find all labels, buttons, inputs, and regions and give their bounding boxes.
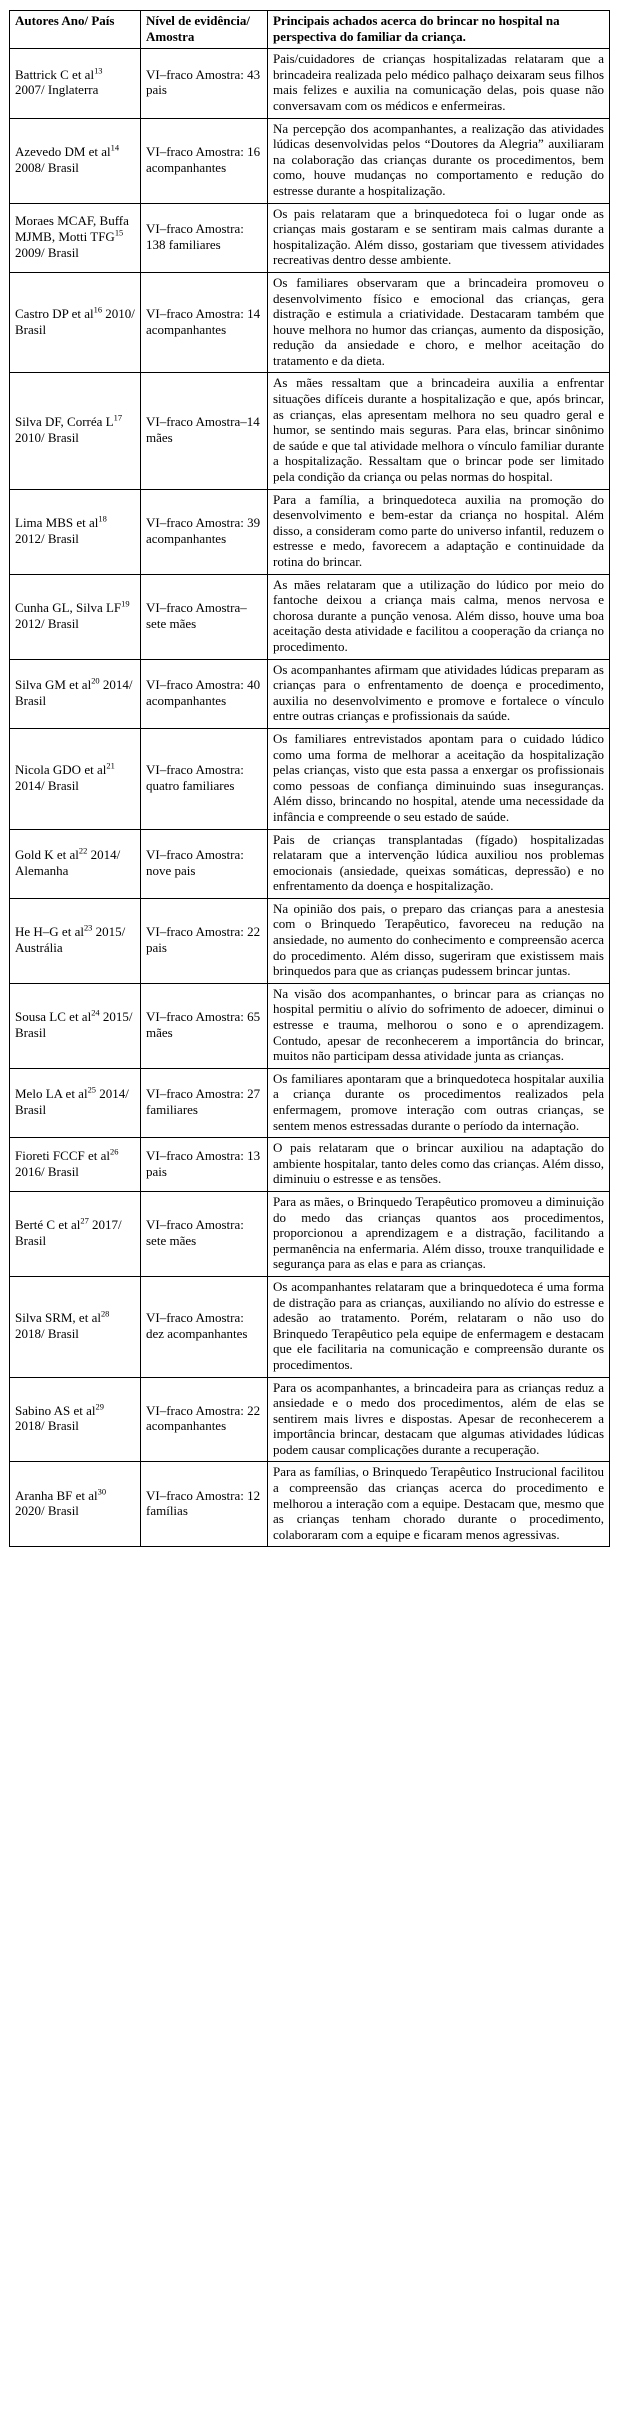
author-names: Nicola GDO et al (15, 762, 107, 778)
author-year-country: 2015/ Austrália (15, 924, 126, 955)
authors-cell (10, 1377, 141, 1462)
authors-cell (10, 1138, 141, 1192)
reference-number: 18 (98, 513, 107, 524)
findings-cell: Os acompanhantes relataram que a brinquedoteca é uma forma de distração para as crianças, auxiliando no alívio do estresse e adesão ao tratamento. Porém, relataram o não uso do Brinquedo Terapêutico pela equipe de enfermagem e destacam que ele facilitaria na comunicação e compreensão durante os procedimentos. (268, 1276, 610, 1377)
findings-cell: Para a família, a brinquedoteca auxilia na promoção do desenvolvimento e bem-estar da criança no hospital. Além disso, a consideram como parte do universo infantil, reduzem o estresse e medo, favorecem a adaptação e continuidade da rotina do brincar. (268, 489, 610, 574)
table-row (10, 728, 610, 829)
table-row (10, 118, 610, 203)
reference-number: 30 (97, 1486, 107, 1497)
authors-cell (10, 489, 141, 574)
author-year-country: 2014/ Brasil (15, 677, 133, 708)
author-names: Castro DP et al (15, 306, 94, 322)
evidence-cell: VI–fraco Amostra: dez acompanhantes (141, 1276, 268, 1377)
evidence-cell: VI–fraco Amostra: quatro familiares (141, 728, 268, 829)
reference-number: 25 (87, 1085, 97, 1096)
author-names: Berté C et al (15, 1217, 81, 1233)
findings-cell: Pais/cuidadores de crianças hospitalizadas relataram que a brincadeira realizada pelo médico palhaço deixaram seus filhos mais felizes e auxilia na comunicação delas, pois quase não conversavam com os médicos e enfermeiras. (268, 49, 610, 118)
author-year-country: 2018/ Brasil (15, 1418, 79, 1434)
author-year-country: 2020/ Brasil (15, 1503, 79, 1519)
table-row (10, 574, 610, 659)
table-row (10, 1138, 610, 1192)
table-row (10, 898, 610, 983)
reference-number: 23 (83, 922, 93, 933)
authors-cell (10, 898, 141, 983)
table-row (10, 829, 610, 898)
author-year-country: 2009/ Brasil (15, 244, 79, 260)
evidence-cell: VI–fraco Amostra: sete mães (141, 1191, 268, 1276)
findings-cell: Para as mães, o Brinquedo Terapêutico promoveu a diminuição do medo das crianças quantos aos procedimentos, proporcionou a aprendizagem e a distração, facilitando a permanência na enfermaria. Além disso, trouxe tranquilidade e segurança para as elas e para as crianças. (268, 1191, 610, 1276)
reference-number: 28 (100, 1308, 110, 1319)
authors-cell (10, 1276, 141, 1377)
author-names: Silva SRM, et al (15, 1310, 101, 1326)
author-year-country: 2010/ Brasil (15, 306, 135, 337)
findings-cell: Os pais relataram que a brinquedoteca foi o lugar onde as crianças mais gostaram e se sentiram mais calmas durante a hospitalização. Além disso, gostariam que tivessem atividades recreativas dentro desse ambiente. (268, 203, 610, 272)
authors-cell (10, 983, 141, 1068)
reference-number: 29 (95, 1401, 104, 1412)
authors-cell (10, 1462, 141, 1547)
findings-cell: Na visão dos acompanhantes, o brincar para as crianças no hospital permitiu o alívio do sofrimento de adoecer, diminui o estresse e trauma, melhorou o sono e o aprendizagem. Contudo, apesar de reconhecerem a importância do brincar, muitos não participam dessa atividade junta as crianças. (268, 983, 610, 1068)
findings-cell: As mães ressaltam que a brincadeira auxilia a enfrentar situações difíceis durante a hospitalização e que, após brincar, as crianças, elas apresentam melhora no seu quadro geral e humor, se sentindo mais seguras. Para elas, brincar sinônimo de saúde e que tal atividade melhora o vínculo familiar durante a hospitalização. Ressaltam que o brincar pode ser limitado pela condição da criança ou pelas normas do hospital. (268, 373, 610, 489)
findings-cell: O pais relataram que o brincar auxiliou na adaptação do ambiente hospitalar, tanto deles como das crianças. Além disso, diminuiu o estresse e as tensões. (268, 1138, 610, 1192)
table-row (10, 489, 610, 574)
table-row (10, 1191, 610, 1276)
evidence-cell: VI–fraco Amostra: 12 famílias (141, 1462, 268, 1547)
author-year-country: 2014/ Brasil (15, 1086, 129, 1117)
authors-cell (10, 1068, 141, 1137)
evidence-cell: VI–fraco Amostra: 40 acompanhantes (141, 659, 268, 728)
evidence-cell: VI–fraco Amostra: 65 mães (141, 983, 268, 1068)
evidence-cell: VI–fraco Amostra: 22 pais (141, 898, 268, 983)
author-names: Moraes MCAF, Buffa MJMB, Motti TFG (15, 213, 129, 244)
table-row (10, 373, 610, 489)
author-year-country: 2014/ Alemanha (15, 847, 121, 878)
reference-number: 13 (94, 65, 103, 76)
author-names: Melo LA et al (15, 1086, 88, 1102)
evidence-cell: VI–fraco Amostra: 27 familiares (141, 1068, 268, 1137)
findings-cell: Os familiares entrevistados apontam para o cuidado lúdico como uma forma de melhorar a aceitação da hospitalização pelas crianças, visto que esta passa a enxergar os profissionais como pessoas de confiança diminuindo suas inseguranças. Além disso, brincando no hospital, atende uma necessidade da infância e compreende o seu estado de saúde. (268, 728, 610, 829)
table-row (10, 1068, 610, 1137)
author-year-country: 2007/ Inglaterra (15, 82, 99, 98)
reference-number: 16 (93, 304, 103, 315)
table-row (10, 659, 610, 728)
results-table (9, 10, 610, 1547)
authors-cell (10, 659, 141, 728)
table-row (10, 49, 610, 118)
reference-number: 14 (110, 142, 120, 153)
header-findings: Principais achados acerca do brincar no hospital na perspectiva do familiar da criança. (268, 11, 610, 49)
author-names: Battrick C et al (15, 66, 95, 82)
authors-cell (10, 1191, 141, 1276)
evidence-cell: VI–fraco Amostra: 22 acompanhantes (141, 1377, 268, 1462)
table-row (10, 983, 610, 1068)
author-names: Gold K et al (15, 847, 79, 863)
findings-cell: Pais de crianças transplantadas (fígado) hospitalizadas relataram que a intervenção lúdica auxiliou nos problemas emocionais (ansiedade, queixas somáticas, depressão) e no enfrentamento da doença e hospitalização. (268, 829, 610, 898)
findings-cell: Para os acompanhantes, a brincadeira para as crianças reduz a ansiedade e o medo dos procedimentos, além de elas se sentirem mais livres e dispostas. Apesar de reconhecerem a importância brincar, destacam que algumas atividades lúdicas podem causar complicações durante a recuperação. (268, 1377, 610, 1462)
author-year-country: 2016/ Brasil (15, 1163, 79, 1179)
evidence-cell: VI–fraco Amostra: 43 pais (141, 49, 268, 118)
table-row (10, 203, 610, 272)
reference-number: 24 (91, 1007, 100, 1018)
evidence-cell: VI–fraco Amostra: 16 acompanhantes (141, 118, 268, 203)
table-row (10, 272, 610, 373)
findings-cell: Para as famílias, o Brinquedo Terapêutico Instrucional facilitou a compreensão das crianças acerca do procedimento e melhorou a interação com a equipe. Destacam que, mesmo que as crianças tenham chorado durante o procedimento, colaboraram com a equipe e ficaram menos agressivas. (268, 1462, 610, 1547)
author-names: Azevedo DM et al (15, 143, 111, 159)
evidence-cell: VI–fraco Amostra: nove pais (141, 829, 268, 898)
reference-number: 22 (78, 845, 88, 856)
author-year-country: 2010/ Brasil (15, 430, 79, 446)
header-authors: Autores Ano/ País (10, 11, 141, 49)
authors-cell (10, 829, 141, 898)
authors-cell (10, 203, 141, 272)
evidence-cell: VI–fraco Amostra–sete mães (141, 574, 268, 659)
header-row (10, 11, 610, 49)
evidence-cell: VI–fraco Amostra: 39 acompanhantes (141, 489, 268, 574)
evidence-cell: VI–fraco Amostra: 138 familiares (141, 203, 268, 272)
table-row (10, 1276, 610, 1377)
table-row (10, 1462, 610, 1547)
findings-cell: As mães relataram que a utilização do lúdico por meio do fantoche deixou a criança mais calma, menos nervosa e chorosa durante a punção venosa. Além disso, houve uma boa aceitação desta atividade e facilitou a cooperação da criança no procedimento. (268, 574, 610, 659)
author-names: Lima MBS et al (15, 515, 99, 531)
findings-cell: Na percepção dos acompanhantes, a realização das atividades lúdicas desenvolvidas pelos “Doutores da Alegria” auxiliaram na colaboração das crianças durante os procedimentos, bem como, houve mudanças no comportamento e redução do estresse durante a hospitalização. (268, 118, 610, 203)
evidence-cell: VI–fraco Amostra: 14 acompanhantes (141, 272, 268, 373)
authors-cell (10, 118, 141, 203)
authors-cell (10, 49, 141, 118)
author-names: Sabino AS et al (15, 1402, 96, 1418)
author-year-country: 2015/ Brasil (15, 1009, 133, 1040)
reference-number: 26 (109, 1146, 119, 1157)
author-names: Silva DF, Corréa L (15, 414, 114, 430)
header-evidence: Nível de evidência/ Amostra (141, 11, 268, 49)
reference-number: 19 (121, 598, 130, 609)
reference-number: 17 (113, 413, 123, 424)
findings-cell: Os familiares observaram que a brincadeira promoveu o desenvolvimento físico e emocional das crianças, gera distração e estimula a criatividade. Destacaram também que houve melhora no humor das crianças, aumento da disposição, redução da ansiedade e choro, e melhor aceitação do tratamento e da dieta. (268, 272, 610, 373)
reference-number: 20 (91, 675, 100, 686)
table-head (10, 11, 610, 49)
reference-number: 27 (80, 1216, 89, 1227)
author-year-country: 2008/ Brasil (15, 159, 79, 175)
authors-cell (10, 728, 141, 829)
author-names: He H–G et al (15, 924, 84, 940)
findings-cell: Os acompanhantes afirmam que atividades lúdicas preparam as crianças para o enfrentamento de doença e procedimento, auxilia no desenvolvimento e promove e fortalece o vínculo entre outras crianças e profissionais da saúde. (268, 659, 610, 728)
author-year-country: 2017/ Brasil (15, 1217, 122, 1248)
authors-cell (10, 574, 141, 659)
author-year-country: 2012/ Brasil (15, 530, 79, 546)
author-names: Aranha BF et al (15, 1487, 98, 1503)
evidence-cell: VI–fraco Amostra: 13 pais (141, 1138, 268, 1192)
author-year-country: 2014/ Brasil (15, 777, 79, 793)
author-names: Cunha GL, Silva LF (15, 599, 122, 615)
findings-cell: Na opinião dos pais, o preparo das crianças para a anestesia com o Brinquedo Terapêutico, favoreceu na redução na ansiedade, no aumento do conhecimento e compreensão acerca do procedimento. Além disso, sugeriram que existissem mais brinquedos para que as crianças pudessem brincar juntas. (268, 898, 610, 983)
author-names: Fioreti FCCF et al (15, 1147, 110, 1163)
reference-number: 21 (106, 760, 115, 771)
author-names: Silva GM et al (15, 677, 92, 693)
author-year-country: 2012/ Brasil (15, 615, 79, 631)
table-body (10, 49, 610, 1547)
table-row (10, 1377, 610, 1462)
author-year-country: 2018/ Brasil (15, 1325, 79, 1341)
author-names: Sousa LC et al (15, 1009, 92, 1025)
reference-number: 15 (114, 227, 124, 238)
authors-cell (10, 373, 141, 489)
evidence-cell: VI–fraco Amostra–14 mães (141, 373, 268, 489)
authors-cell (10, 272, 141, 373)
findings-cell: Os familiares apontaram que a brinquedoteca hospitalar auxilia a criança durante os procedimentos realizados pela enfermagem, promove interação com outras crianças, se sentem menos estressadas durante o período da internação. (268, 1068, 610, 1137)
